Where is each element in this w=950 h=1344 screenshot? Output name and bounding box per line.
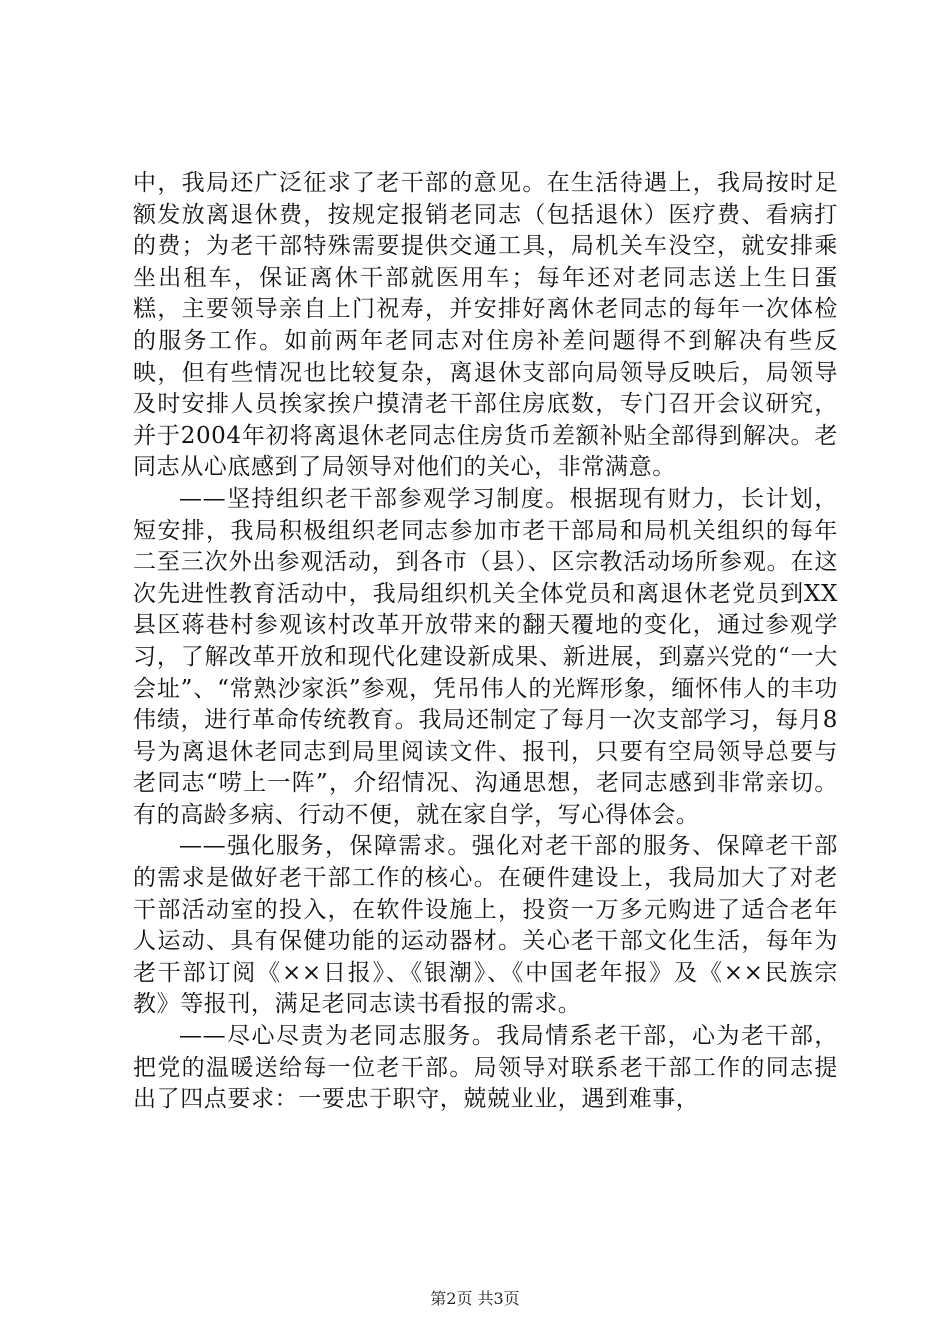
document-body	[133, 168, 838, 1116]
page-number-footer: 第2页 共3页	[430, 1289, 520, 1308]
paragraph-study-visits: ——坚持组织老干部参观学习制度。根据现有财力，长计划，短安排，我局积极组织老同志参加市老干部局和局机关组织的每年二至三次外出参观活动，到各市（县）、区宗教活动场所参观。在这次先进性教育活动中，我局组织机关全体党员和离退休老党员到XX县区蒋巷村参观该村改革开放带来的翻天覆地的变化，通过参观学习，了解改革开放和现代化建设新成果、新进展，到嘉兴党的“一大会址”、“常熟沙家浜”参观，凭吊伟人的光辉形象，缅怀伟人的丰功伟绩，进行革命传统教育。我局还制定了每月一次支部学习，每月8号为离退休老同志到局里阅读文件、报刊，只要有空局领导总要与老同志“唠上一阵”，介绍情况、沟通思想，老同志感到非常亲切。有的高龄多病、行动不便，就在家自学，写心得体会。	[133, 485, 838, 828]
paragraph-living-benefits: 中，我局还广泛征求了老干部的意见。在生活待遇上，我局按时足额发放离退休费，按规定报销老同志（包括退休）医疗费、看病打的费；为老干部特殊需要提供交通工具，局机关车没空，就安排乘坐出租车，保证离休干部就医用车；每年还对老同志送上生日蛋糕，主要领导亲自上门祝寿，并安排好离休老同志的每年一次体检的服务工作。如前两年老同志对住房补差问题得不到解决有些反映，但有些情况也比较复杂，离退休支部向局领导反映后，局领导及时安排人员挨家挨户摸清老干部住房底数，专门召开会议研究，并于2004年初将离退休老同志住房货币差额补贴全部得到解决。老同志从心底感到了局领导对他们的关心，非常满意。	[133, 170, 838, 481]
paragraph-service-needs: ——强化服务，保障需求。强化对老干部的服务、保障老干部的需求是做好老干部工作的核心。在硬件建设上，我局加大了对老干部活动室的投入，在软件设施上，投资一万多元购进了适合老年人运动、具有保健功能的运动器材。关心老干部文化生活，每年为老干部订阅《××日报》、《银潮》、《中国老年报》及《××民族宗教》等报刊，满足老同志读书看报的需求。	[133, 833, 838, 1018]
paragraph-dedicated-service: ——尽心尽责为老同志服务。我局情系老干部，心为老干部，把党的温暖送给每一位老干部。局领导对联系老干部工作的同志提出了四点要求：一要忠于职守，兢兢业业，遇到难事，	[133, 1023, 838, 1113]
